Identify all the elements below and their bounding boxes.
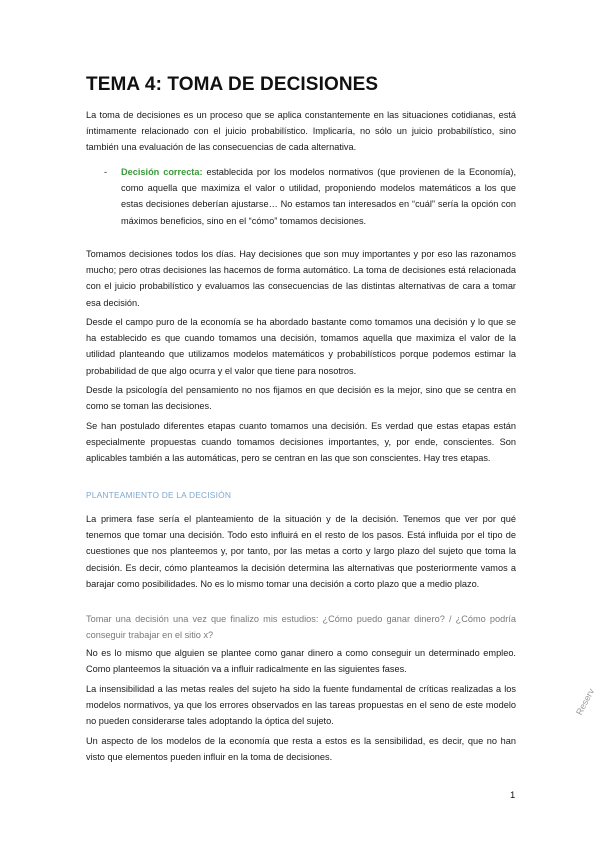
page-title: TEMA 4: TOMA DE DECISIONES bbox=[86, 74, 379, 95]
section-paragraph-2: No es lo mismo que alguien se plantee como ganar dinero a como conseguir un determinado empleo. Como planteemos la situación va a influir radicalmente en las siguientes fases. bbox=[86, 648, 516, 675]
paragraph-3: Desde la psicología del pensamiento no nos fijamos en que decisión es la mejor, sino que se centra en como se toman las decisiones. bbox=[86, 385, 516, 412]
example-text: Tomar una decisión una vez que finalizo mis estudios: ¿Cómo puedo ganar dinero? / ¿Cómo podría conseguir trabajar en el sitio x? bbox=[86, 614, 516, 641]
bullet-text bbox=[121, 164, 516, 229]
watermark-text: Reserv bbox=[574, 686, 597, 717]
paragraph-4: Se han postulado diferentes etapas cuanto tomamos una decisión. Es verdad que estas etapas están especialmente propuestas cuando tomamos decisiones importantes, y, por ende, conscientes. Son aplicables también a las automáticas, pero se centran en las que son conscientes. Hay tres etapas. bbox=[86, 421, 516, 464]
bullet-marker: - bbox=[104, 167, 108, 177]
section-heading: PLANTEAMIENTO DE LA DECISIÓN bbox=[86, 490, 232, 500]
page-number: 1 bbox=[510, 790, 516, 801]
section-paragraph-1: La primera fase sería el planteamiento de la situación y de la decisión. Tenemos que ver por qué tenemos que tomar una decisión. Todo esto influirá en el resto de los pasos. Está influida por el tipo de cuestiones que nos planteemos y, por tanto, por las metas a corto y largo plazo del sujeto que toma la decisión. Es decir, cómo planteamos la decisión determina las alternativas que posteriormente vamos a barajar como posibilidades. No es lo mismo tomar una decisión a corto plazo que a medio plazo. bbox=[86, 514, 516, 589]
paragraph-2: Desde el campo puro de la economía se ha abordado bastante como tomamos una decisión y lo que se ha establecido es que cuando tomamos una decisión, tomamos aquella que maximiza el valor de la utilidad planteando que utilizamos modelos matemáticos y probabilísticos porque podemos estimar la probabilidad de que algo ocurra y el valor que tiene para nosotros. bbox=[86, 317, 516, 376]
intro-paragraph: La toma de decisiones es un proceso que se aplica constantemente en las situaciones cotidianas, está íntimamente relacionado con el juicio probabilístico. Implicaría, no sólo un juicio probabilístico, sino también una evaluación de las consecuencias de cada alternativa. bbox=[86, 110, 516, 153]
bullet-definition: establecida por los modelos normativos (que provienen de la Economía), como aquella que maximiza el valor o utilidad, proponiendo modelos matemáticos a los que estas decisiones deberían ajustarse… No estamos tan interesados en “cuál” sería la opción con máximos beneficios, sino en el “cómo” tomamos decisiones. bbox=[121, 167, 517, 226]
section-paragraph-4: Un aspecto de los modelos de la economía que resta a estos es la sensibilidad, es decir, que no han visto que elementos pueden influir en la toma de decisiones. bbox=[86, 736, 516, 763]
section-paragraph-3: La insensibilidad a las metas reales del sujeto ha sido la fuente fundamental de críticas realizadas a los modelos normativos, ya que los errores observados en las tareas propuestas en el seno de este modelo no pueden considerarse tales adoptando la óptica del sujeto. bbox=[86, 684, 516, 727]
bullet-term: Decisión correcta: bbox=[121, 167, 203, 177]
paragraph-1: Tomamos decisiones todos los días. Hay decisiones que son muy importantes y por eso las razonamos mucho; pero otras decisiones las hacemos de forma automático. La toma de decisiones está relacionada con el juicio probabilístico y evaluamos las consecuencias de las distintas alternativas de cara a tomar esa decisión. bbox=[86, 249, 516, 308]
